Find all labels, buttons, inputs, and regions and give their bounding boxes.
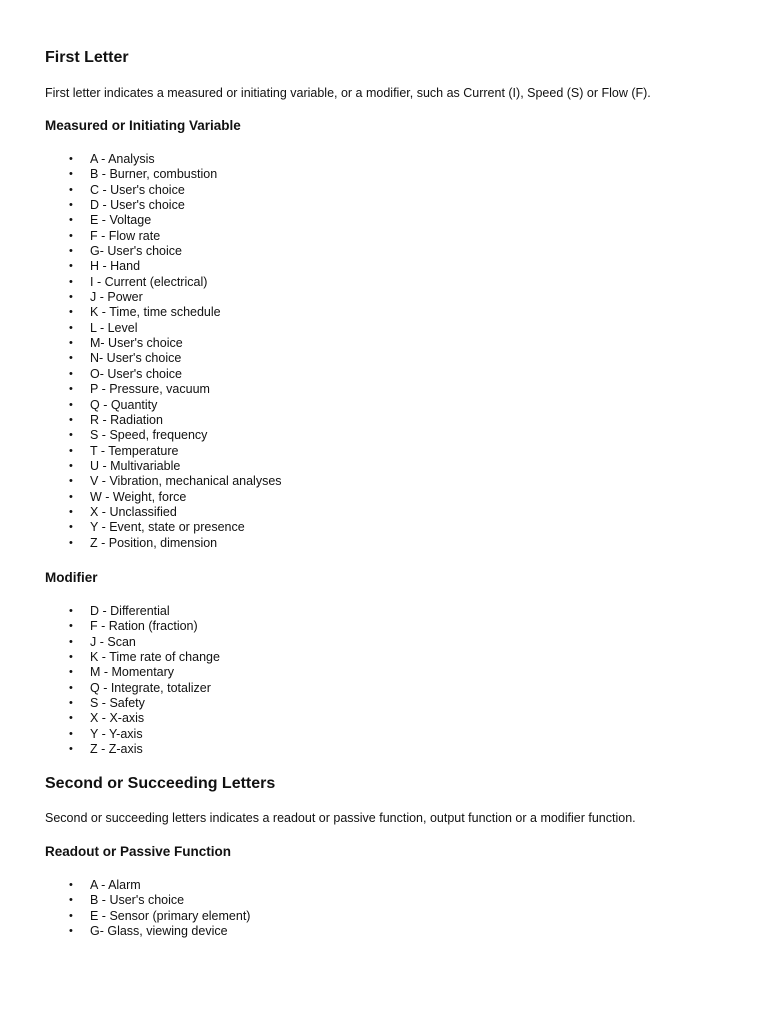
list-item bbox=[45, 909, 250, 924]
bullet-icon: • bbox=[69, 183, 73, 196]
list-item bbox=[45, 213, 282, 228]
list-item-text: A - Analysis bbox=[90, 152, 155, 166]
list-item-text: K - Time rate of change bbox=[90, 650, 220, 665]
list-item bbox=[45, 505, 282, 520]
list-item bbox=[45, 413, 282, 428]
list-item bbox=[45, 619, 220, 634]
list-item-text: A - Alarm bbox=[90, 878, 141, 892]
list-item bbox=[45, 290, 282, 305]
bullet-icon: • bbox=[69, 199, 73, 212]
list-item-text: R - Radiation bbox=[90, 412, 163, 427]
list-item-text: F - Ration (fraction) bbox=[90, 619, 198, 634]
bullet-icon: • bbox=[69, 275, 73, 288]
bullet-icon: • bbox=[69, 291, 73, 304]
list-item-text: Q - Quantity bbox=[90, 397, 158, 412]
heading-readout-function: Readout or Passive Function bbox=[45, 844, 232, 859]
list-item bbox=[45, 696, 220, 711]
section-title-first-letter: First Letter bbox=[45, 49, 129, 66]
list-item bbox=[45, 711, 220, 726]
bullet-icon: • bbox=[69, 260, 73, 273]
bullet-icon: • bbox=[69, 620, 73, 633]
list-item bbox=[45, 665, 220, 680]
heading-measured-variable: Measured or Initiating Variable bbox=[45, 118, 241, 133]
list-item-text: P - Pressure, vacuum bbox=[90, 382, 210, 397]
list-item-text: X - Unclassified bbox=[90, 504, 177, 519]
list-item bbox=[45, 275, 282, 290]
bullet-icon: • bbox=[69, 367, 73, 380]
list-item bbox=[45, 382, 282, 397]
list-item-text: B - User's choice bbox=[90, 893, 185, 908]
list-item-text: Y - Event, state or presence bbox=[90, 520, 245, 535]
list-item bbox=[45, 152, 282, 167]
list-item-text: S - Speed, frequency bbox=[90, 428, 208, 443]
bullet-icon: • bbox=[69, 651, 73, 664]
bullet-icon: • bbox=[69, 536, 73, 549]
measured-variable-list bbox=[45, 152, 282, 551]
list-item-text: V - Vibration, mechanical analyses bbox=[90, 474, 282, 489]
bullet-icon: • bbox=[69, 245, 73, 258]
list-item bbox=[45, 336, 282, 351]
bullet-icon: • bbox=[69, 605, 73, 617]
modifier-list bbox=[45, 604, 220, 757]
list-item-text: S - Safety bbox=[90, 696, 145, 711]
bullet-icon: • bbox=[69, 229, 73, 242]
list-item-text: Q - Integrate, totalizer bbox=[90, 680, 211, 695]
list-item bbox=[45, 924, 250, 939]
bullet-icon: • bbox=[69, 666, 73, 679]
list-item bbox=[45, 428, 282, 443]
list-item bbox=[45, 351, 282, 366]
bullet-icon: • bbox=[69, 475, 73, 488]
list-item bbox=[45, 893, 250, 908]
list-item bbox=[45, 742, 220, 757]
list-item bbox=[45, 198, 282, 213]
bullet-icon: • bbox=[69, 337, 73, 350]
list-item-text: L - Level bbox=[90, 320, 138, 335]
list-item bbox=[45, 520, 282, 535]
list-item bbox=[45, 727, 220, 742]
bullet-icon: • bbox=[69, 727, 73, 740]
bullet-icon: • bbox=[69, 459, 73, 472]
list-item-text: K - Time, time schedule bbox=[90, 305, 221, 320]
list-item bbox=[45, 444, 282, 459]
list-item bbox=[45, 321, 282, 336]
bullet-icon: • bbox=[69, 697, 73, 710]
list-item-text: M - Momentary bbox=[90, 665, 175, 680]
list-item bbox=[45, 490, 282, 505]
heading-modifier: Modifier bbox=[45, 570, 98, 585]
list-item-text: W - Weight, force bbox=[90, 489, 187, 504]
bullet-icon: • bbox=[69, 306, 73, 319]
bullet-icon: • bbox=[69, 909, 73, 922]
bullet-icon: • bbox=[69, 398, 73, 411]
list-item bbox=[45, 474, 282, 489]
bullet-icon: • bbox=[69, 635, 73, 648]
bullet-icon: • bbox=[69, 879, 73, 891]
list-item bbox=[45, 681, 220, 696]
list-item-text: Y - Y-axis bbox=[90, 726, 143, 741]
list-item-text: U - Multivariable bbox=[90, 458, 181, 473]
list-item-text: G- Glass, viewing device bbox=[90, 924, 228, 939]
list-item-text: E - Voltage bbox=[90, 213, 152, 228]
list-item-text: O- User's choice bbox=[90, 366, 182, 381]
succeeding-letters-intro: Second or succeeding letters indicates a readout or passive function, output function or a modifier function. bbox=[45, 811, 636, 825]
bullet-icon: • bbox=[69, 743, 73, 756]
list-item-text: H - Hand bbox=[90, 259, 141, 274]
list-item-text: J - Scan bbox=[90, 634, 136, 649]
bullet-icon: • bbox=[69, 712, 73, 725]
list-item-text: J - Power bbox=[90, 290, 143, 305]
bullet-icon: • bbox=[69, 383, 73, 396]
bullet-icon: • bbox=[69, 214, 73, 227]
bullet-icon: • bbox=[69, 925, 73, 938]
list-item bbox=[45, 459, 282, 474]
list-item-text: T - Temperature bbox=[90, 443, 179, 458]
list-item bbox=[45, 259, 282, 274]
list-item-text: D - Differential bbox=[90, 604, 170, 618]
bullet-icon: • bbox=[69, 521, 73, 534]
bullet-icon: • bbox=[69, 321, 73, 334]
list-item-text: B - Burner, combustion bbox=[90, 167, 218, 182]
bullet-icon: • bbox=[69, 352, 73, 365]
list-item-text: N- User's choice bbox=[90, 351, 182, 366]
list-item bbox=[45, 604, 220, 619]
list-item bbox=[45, 398, 282, 413]
list-item-text: I - Current (electrical) bbox=[90, 274, 208, 289]
list-item bbox=[45, 367, 282, 382]
list-item bbox=[45, 650, 220, 665]
list-item-text: C - User's choice bbox=[90, 182, 185, 197]
list-item bbox=[45, 536, 282, 551]
bullet-icon: • bbox=[69, 681, 73, 694]
list-item bbox=[45, 229, 282, 244]
readout-function-list bbox=[45, 878, 250, 939]
first-letter-intro: First letter indicates a measured or initiating variable, or a modifier, such as Current (I), Speed (S) or Flow (F). bbox=[45, 86, 651, 100]
bullet-icon: • bbox=[69, 429, 73, 442]
list-item-text: G- User's choice bbox=[90, 244, 182, 259]
list-item bbox=[45, 244, 282, 259]
bullet-icon: • bbox=[69, 153, 73, 165]
list-item-text: E - Sensor (primary element) bbox=[90, 908, 251, 923]
bullet-icon: • bbox=[69, 490, 73, 503]
bullet-icon: • bbox=[69, 894, 73, 907]
section-title-succeeding-letters: Second or Succeeding Letters bbox=[45, 775, 276, 792]
list-item-text: M- User's choice bbox=[90, 336, 183, 351]
list-item bbox=[45, 183, 282, 198]
list-item bbox=[45, 635, 220, 650]
bullet-icon: • bbox=[69, 413, 73, 426]
list-item bbox=[45, 305, 282, 320]
list-item-text: Z - Position, dimension bbox=[90, 535, 218, 550]
bullet-icon: • bbox=[69, 168, 73, 181]
list-item-text: F - Flow rate bbox=[90, 228, 161, 243]
bullet-icon: • bbox=[69, 505, 73, 518]
list-item bbox=[45, 167, 282, 182]
list-item-text: X - X-axis bbox=[90, 711, 145, 726]
bullet-icon: • bbox=[69, 444, 73, 457]
list-item bbox=[45, 878, 250, 893]
list-item-text: D - User's choice bbox=[90, 198, 185, 213]
list-item-text: Z - Z-axis bbox=[90, 742, 143, 757]
